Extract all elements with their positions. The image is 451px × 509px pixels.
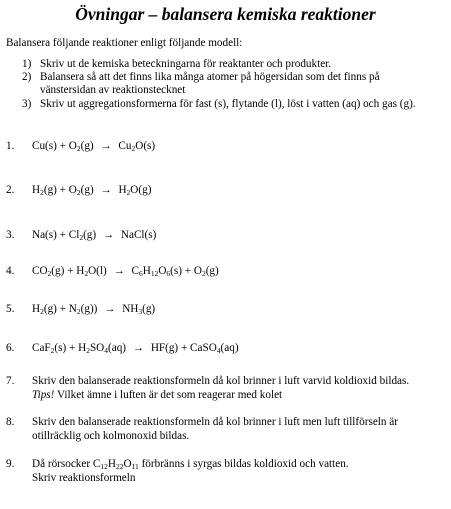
task-text: Då rörsocker $C_{12}H_{22}O_{11}$ förbränns i syrgas bildas koldioxid och vatten.: [32, 458, 349, 471]
task-text: Skriv den balanserade reaktionsformeln då kol brinner i luft men luft tillförseln är: [32, 416, 398, 428]
step-number: 2): [22, 71, 32, 84]
reaction-number: 2.: [6, 184, 15, 196]
step-item: [22, 58, 416, 71]
task-text: otillräcklig och kolmonoxid bildas.: [32, 429, 190, 442]
reaction-formula: $H_2(g) + N_2(g)) \to NH_3(g)$: [32, 303, 156, 316]
page-title: Övningar – balansera kemiska reaktioner: [75, 4, 376, 24]
task-text: Skriv reaktionsformeln: [32, 471, 136, 484]
step-text: Balansera så att det finns lika många atomer på högersidan som det finns på: [40, 71, 380, 84]
reaction-number: 4.: [6, 265, 15, 277]
reaction-formula: $CO_2(g) + H_2O(l) \to C_6H_{12}O_6(s) + O_2(g)$: [32, 265, 219, 278]
instruction-steps: [22, 58, 416, 111]
intro-text: Balansera följande reaktioner enligt följande modell:: [6, 37, 243, 49]
reaction-number: 3.: [6, 229, 15, 241]
step-number: 3): [22, 97, 32, 110]
reaction-number: 1.: [6, 140, 15, 152]
reaction-number: 5.: [6, 303, 15, 315]
step-text: Skriv ut aggregationsformerna för fast (s), flytande (l), löst i vatten (aq) och gas (g).: [40, 97, 416, 110]
task-number: 9.: [6, 458, 15, 470]
reaction-formula: $H_2(g) + O_2(g) \to H_2O(g)$: [32, 184, 152, 197]
reaction-formula: $Na(s) + Cl_2(g)$ → NaCl(s): [32, 229, 157, 242]
task-text: Skriv den balanserade reaktionsformeln då kol brinner i luft varvid koldioxid bildas.: [32, 375, 410, 387]
step-text: vänstersidan av reaktionstecknet: [40, 84, 186, 97]
step-item-continued: [22, 84, 416, 97]
reaction-formula: $CaF_2(s) + H_2SO_4(aq) \to HF(g)$ + CaSO$_4$(aq): [32, 342, 239, 355]
task-number: 8.: [6, 416, 15, 428]
step-number: 1): [22, 58, 32, 70]
task-number: 7.: [6, 375, 15, 387]
reaction-number: 6.: [6, 342, 15, 354]
task-hint: Tips! Vilket ämne i luften är det som reagerar med kolet: [32, 388, 283, 401]
step-item: [22, 71, 416, 84]
reaction-formula: $Cu(s) + O_2(g) \to Cu_2O(s)$: [32, 140, 156, 153]
step-text: Skriv ut de kemiska beteckningarna för reaktanter och produkter.: [40, 58, 332, 70]
step-item: [22, 98, 416, 111]
